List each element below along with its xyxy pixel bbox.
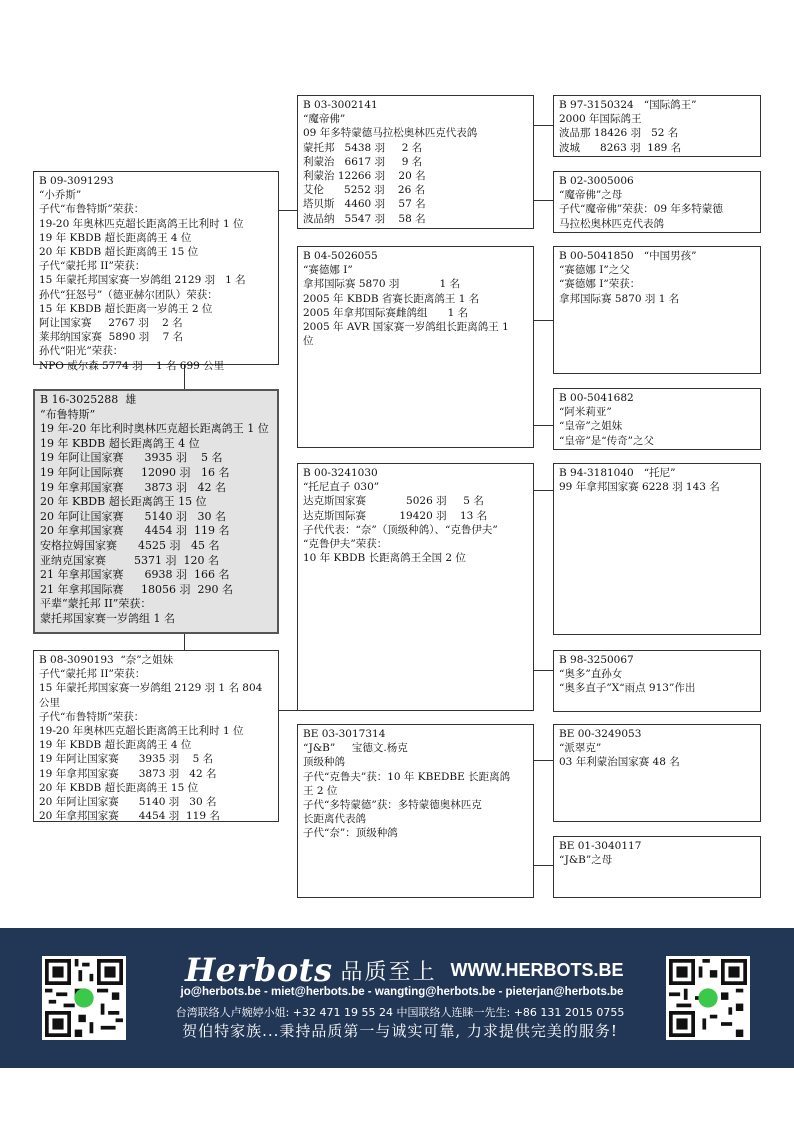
pedigree-line: 19 年阿让国家赛 3935 羽 5 名 bbox=[40, 451, 223, 465]
pedigree-line: “奥多”直孙女 bbox=[559, 668, 623, 681]
connector-line bbox=[534, 670, 553, 671]
website-link[interactable]: WWW.HERBOTS.BE bbox=[450, 959, 624, 980]
pedigree-line: 塔贝斯 4460 羽 57 名 bbox=[303, 198, 426, 211]
sire-box bbox=[33, 171, 279, 372]
pedigree-line: 子代“魔帝佛”荣获：09 年多特蒙德 bbox=[559, 203, 723, 216]
wechat-icon bbox=[698, 988, 717, 1007]
dam-box bbox=[33, 650, 279, 822]
qr-code-icon bbox=[669, 959, 747, 1037]
pedigree-line: 20 年阿让国家赛 5140 羽 30 名 bbox=[39, 796, 217, 809]
ring-number: BE 00-3249053 bbox=[559, 728, 642, 740]
pedigree-line: 公里 bbox=[39, 696, 60, 709]
brand-row bbox=[185, 950, 623, 990]
footer-banner bbox=[0, 928, 794, 1068]
connector-line bbox=[534, 200, 553, 201]
qr-code-wechat[interactable] bbox=[666, 956, 750, 1040]
ring-number: B 00-5041682 bbox=[559, 392, 634, 404]
pedigree-line: 艾伦 5252 羽 26 名 bbox=[303, 184, 426, 197]
great-grandparent-box-7 bbox=[553, 724, 761, 822]
great-grandparent-box-3 bbox=[553, 246, 761, 374]
pedigree-line: 2005 年 AVR 国家赛一岁鸽组长距离鸽王 1 bbox=[303, 321, 509, 334]
ring-number: B 08-3090193 “奈”之姐妹 bbox=[39, 654, 174, 666]
pedigree-line: “J&B” 宝德文.杨克 bbox=[303, 742, 408, 755]
connector-line bbox=[534, 125, 553, 126]
pedigree-line: “赛德娜 I” bbox=[303, 264, 353, 277]
pedigree-line: 平辈“蒙托邦 II”荣获： bbox=[40, 597, 152, 611]
ring-number: B 16-3025288 雄 bbox=[40, 393, 137, 406]
dam-dam-box bbox=[297, 724, 534, 898]
pedigree-line: 2000 年国际鸽王 bbox=[559, 113, 642, 126]
pedigree-line: 15 年 KBDB 超长距离一岁鸽王 2 位 bbox=[39, 302, 213, 315]
pedigree-line: 19 年阿让国家赛 3935 羽 5 名 bbox=[39, 753, 214, 766]
pedigree-line: 2005 年 KBDB 省赛长距离鸽王 1 名 bbox=[303, 292, 480, 305]
pedigree-line: 蒙托邦 5438 羽 2 名 bbox=[303, 141, 423, 154]
subject-pigeon-box bbox=[33, 389, 279, 634]
ring-number: B 98-3250067 bbox=[559, 654, 634, 666]
pedigree-line: 利蒙治 6617 羽 9 名 bbox=[303, 155, 423, 168]
connector-line bbox=[534, 425, 553, 426]
connector-line bbox=[279, 210, 297, 211]
pedigree-line: 子代“蒙托邦 II”荣获： bbox=[39, 260, 146, 273]
pedigree-line: 拿邦国际赛 5870 羽 1 名 bbox=[303, 278, 460, 291]
pedigree-line: 20 年阿让国家赛 5140 羽 30 名 bbox=[40, 509, 226, 523]
pedigree-line: 19 年 KBDB 超长距离鸽王 4 位 bbox=[39, 231, 192, 244]
pedigree-line: 20 年拿邦国家赛 4454 羽 119 名 bbox=[40, 524, 230, 538]
pedigree-line: “托尼直子 030” bbox=[303, 481, 380, 494]
connector-line bbox=[184, 634, 185, 650]
herbots-logo: Herbots bbox=[185, 951, 333, 989]
pedigree-line: 99 年拿邦国家赛 6228 羽 143 名 bbox=[559, 481, 720, 494]
pedigree-line: 19 年 KBDB 超长距离鸽王 4 位 bbox=[40, 436, 200, 450]
great-grandparent-box-2 bbox=[553, 171, 761, 233]
pedigree-line: 10 年 KBDB 长距离鸽王全国 2 位 bbox=[303, 552, 466, 565]
connector-line bbox=[534, 865, 553, 866]
pedigree-line: “J&B”之母 bbox=[559, 854, 613, 867]
pedigree-line: 蒙托邦国家赛一岁鸽组 1 名 bbox=[40, 611, 175, 625]
connector-line bbox=[534, 320, 553, 321]
dam-sire-box bbox=[297, 463, 534, 711]
pedigree-line: 19 年-20 年比利时奥林匹克超长距离鸽王 1 位 bbox=[40, 422, 269, 436]
pedigree-line: “派翠克” bbox=[559, 742, 602, 755]
contact-phones: 台湾联络人卢婉婷小姐: +32 471 19 55 24 中国联络人连睐一先生: +86 131 2015 0755 bbox=[175, 1006, 625, 1019]
pedigree-line: 拿邦国际赛 5870 羽 1 名 bbox=[559, 292, 680, 305]
pedigree-line: “克鲁伊夫”荣获： bbox=[303, 538, 388, 551]
motto: 贺伯特家族...秉持品质第一与诚实可靠, 力求提供完美的服务! bbox=[182, 1022, 618, 1040]
pedigree-line: 达克斯国家赛 5026 羽 5 名 bbox=[303, 495, 484, 508]
ring-number: B 94-3181040 “托尼” bbox=[559, 467, 676, 479]
pedigree-line: “阿米莉亚” bbox=[559, 406, 612, 419]
pedigree-line: 15 年蒙托邦国家赛一岁鸽组 2129 羽 1 名 bbox=[39, 274, 246, 287]
pedigree-line: 子代“蒙托邦 II”荣获： bbox=[39, 668, 146, 681]
pedigree-line: 19-20 年奥林匹克超长距离鸽王比利时 1 位 bbox=[39, 217, 244, 230]
pedigree-line: 19 年拿邦国家赛 3873 羽 42 名 bbox=[39, 767, 217, 780]
ring-number: B 00-5041850 “中国男孩” bbox=[559, 250, 697, 262]
pedigree-line: 顶级种鸽 bbox=[303, 756, 345, 769]
pedigree-line: 子代代表：“奈”（顶级种鸽）、“克鲁伊夫” bbox=[303, 523, 498, 536]
pedigree-line: 位 bbox=[303, 335, 314, 348]
ring-number: BE 01-3040117 bbox=[559, 840, 642, 852]
ring-number: B 00-3241030 bbox=[303, 467, 378, 479]
pedigree-line: “皇帝”之姐妹 bbox=[559, 420, 623, 433]
ring-number: B 04-5026055 bbox=[303, 250, 378, 262]
pedigree-line: 21 年拿邦国家赛 6938 羽 166 名 bbox=[40, 568, 230, 582]
pedigree-line: 达克斯国际赛 19420 羽 13 名 bbox=[303, 509, 488, 522]
sire-sire-box bbox=[297, 95, 534, 229]
connector-line bbox=[534, 490, 553, 491]
ring-number: B 03-3002141 bbox=[303, 99, 378, 111]
pedigree-line: 20 年 KBDB 超长距离鸽王 15 位 bbox=[39, 781, 199, 794]
ring-number: B 09-3091293 bbox=[39, 175, 114, 187]
pedigree-line: 孙代“狂怒号”（德亚赫尔团队）荣获： bbox=[39, 288, 218, 301]
pedigree-line: “赛德娜 I”荣获： bbox=[559, 278, 641, 291]
pedigree-line: 孙代“阳光”荣获： bbox=[39, 345, 124, 358]
pedigree-line: 19 年阿让国际赛 12090 羽 16 名 bbox=[40, 465, 230, 479]
pedigree-line: 19 年 KBDB 超长距离鸽王 4 位 bbox=[39, 739, 192, 752]
pedigree-line: 15 年蒙托邦国家赛一岁鸽组 2129 羽 1 名 804 bbox=[39, 682, 263, 695]
pedigree-line: 2005 年拿邦国际赛雌鸽组 1 名 bbox=[303, 306, 469, 319]
pedigree-line: 子代“多特蒙德”获：多特蒙德奥林匹克 bbox=[303, 799, 482, 812]
pedigree-line: 子代“布鲁特斯”荣获： bbox=[39, 203, 145, 216]
pedigree-line: 19-20 年奥林匹克超长距离鸽王比利时 1 位 bbox=[39, 725, 244, 738]
pedigree-line: 子代“奈”：顶级种鸽 bbox=[303, 827, 398, 840]
pedigree-line: “魔帝佛”之母 bbox=[559, 189, 623, 202]
pedigree-line: 子代“克鲁夫”获：10 年 KBEDBE 长距离鸽 bbox=[303, 770, 511, 783]
pedigree-line: NPO 威尔森 5774 羽 1 名 699 公里 bbox=[39, 359, 225, 372]
pedigree-line: “赛德娜 I”之父 bbox=[559, 264, 630, 277]
pedigree-line: “布鲁特斯” bbox=[40, 407, 96, 421]
pedigree-line: 亚纳克国家赛 5371 羽 120 名 bbox=[40, 553, 219, 567]
pedigree-line: 莱邦纳国家赛 5890 羽 7 名 bbox=[39, 331, 184, 344]
pedigree-line: 20 年 KBDB 超长距离鸽王 15 位 bbox=[39, 246, 199, 259]
pedigree-line: “皇帝”是“传奇”之父 bbox=[559, 434, 654, 447]
great-grandparent-box-4 bbox=[553, 388, 761, 450]
qr-code-line[interactable] bbox=[42, 956, 126, 1040]
ring-number: B 02-3005006 bbox=[559, 175, 634, 187]
pedigree-line: 波城 8263 羽 189 名 bbox=[559, 141, 682, 154]
pedigree-line: 长距离代表鸽 bbox=[303, 813, 366, 826]
pedigree-line: 安格拉姆国家赛 4525 羽 45 名 bbox=[40, 538, 220, 552]
great-grandparent-box-6 bbox=[553, 650, 761, 712]
pedigree-line: 波品那 18426 羽 52 名 bbox=[559, 127, 679, 140]
connector-line bbox=[534, 760, 553, 761]
great-grandparent-box-5 bbox=[553, 463, 761, 635]
pedigree-line: 波品纳 5547 羽 58 名 bbox=[303, 212, 426, 225]
pedigree-line: 03 年利蒙治国家赛 48 名 bbox=[559, 756, 680, 769]
pedigree-line: “小乔斯” bbox=[39, 189, 82, 202]
great-grandparent-box-8 bbox=[553, 836, 761, 898]
email-list[interactable]: jo@herbots.be - miet@herbots.be - wangting@herbots.be - pieterjan@herbots.be bbox=[180, 986, 624, 998]
pedigree-line: 阿让国家赛 2767 羽 2 名 bbox=[39, 317, 183, 330]
pedigree-line: 21 年拿邦国际赛 18056 羽 290 名 bbox=[40, 582, 233, 596]
ring-number: B 97-3150324 “国际鸽王” bbox=[559, 99, 697, 111]
pedigree-line: 子代“布鲁特斯”荣获： bbox=[39, 710, 145, 723]
pedigree-line: 20 年拿邦国家赛 4454 羽 119 名 bbox=[39, 810, 220, 823]
pedigree-line: 利蒙治 12266 羽 20 名 bbox=[303, 170, 426, 183]
line-icon bbox=[74, 988, 93, 1007]
great-grandparent-box-1 bbox=[553, 95, 761, 157]
pedigree-line: “奥多直子”X“雨点 913”作出 bbox=[559, 682, 696, 695]
pedigree-line: 马拉松奥林匹克代表鸽 bbox=[559, 217, 664, 230]
pedigree-line: 09 年多特蒙德马拉松奥林匹克代表鸽 bbox=[303, 127, 478, 140]
pedigree-line: 20 年 KBDB 超长距离鸽王 15 位 bbox=[40, 495, 207, 509]
sire-dam-box bbox=[297, 246, 534, 448]
connector-line bbox=[279, 710, 297, 711]
pedigree-line: 19 年拿邦国家赛 3873 羽 42 名 bbox=[40, 480, 226, 494]
pedigree-line: “魔帝佛” bbox=[303, 113, 346, 126]
slogan: 品质至上 bbox=[340, 959, 437, 985]
ring-number: BE 03-3017314 bbox=[303, 728, 386, 740]
pedigree-line: 王 2 位 bbox=[303, 784, 338, 797]
qr-code-icon bbox=[45, 959, 123, 1037]
